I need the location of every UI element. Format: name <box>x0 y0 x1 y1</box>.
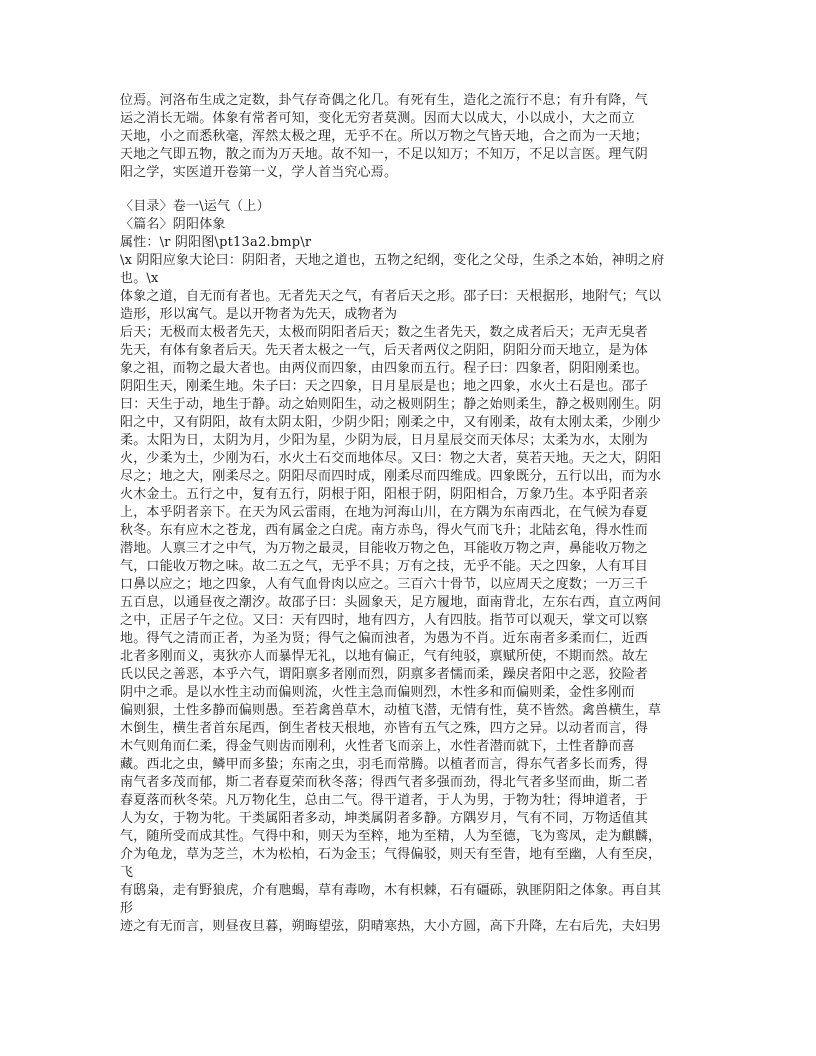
catalog-heading: 〈目录〉卷一\运气（上） <box>120 199 270 214</box>
text-line: 秋冬。东有应木之苍龙，西有属金之白虎。南方赤鸟，得火气而飞升；北陆玄龟，得水性而 <box>120 523 649 538</box>
text-line: 之中，正居子午之位。又曰：天有四时，地有四方，人有四肢。指节可以观天，掌文可以察 <box>120 613 649 628</box>
text-line: 天地之气即五物，散之而为万天地。故不知一，不足以知万；不知万，不足以言医。理气阴 <box>120 147 649 162</box>
text-line: 后天；无极而太极者先天，太极而阴阳者后天；数之生者先天，数之成者后天；无声无臭者 <box>120 325 649 340</box>
text-line: 南气者多茂而郁，斯二者春夏荣而秋冬落；得西气者多强而劲，得北气者多坚而曲，斯二者 <box>120 775 649 790</box>
text-line: 阳之中，又有阴阳，故有太阴太阳，少阴少阳；刚柔之中，又有刚柔，故有太刚太柔，少刚少 <box>120 415 662 430</box>
text-line: \x 阴阳应象大论曰：阴阳者，天地之道也，五物之纪纲，变化之父母，生杀之本始，神明之府 <box>120 253 665 268</box>
text-line: 春夏落而秋冬荣。凡万物化生，总由二气。得干道者，于人为男，于物为牡；得坤道者，于 <box>120 793 649 808</box>
text-line: 北者多刚而义，夷狄亦人而暴悍无礼，以地有偏正，气有纯驳，禀赋所使，不期而然。故左 <box>120 649 649 664</box>
attribute-line: 属性：\r 阴阳图\pt13a2.bmp\r <box>120 235 312 250</box>
document-page <box>120 92 706 936</box>
text-line: 氏以民之善恶，本乎六气，谓阳禀多者刚而烈，阴禀多者懦而柔，躁戾者阳中之恶，狡险者 <box>120 667 649 682</box>
text-line: 上，本乎阴者亲下。在天为风云雷雨，在地为河海山川，在方隅为东南西北，在气候为春夏 <box>120 505 649 520</box>
text-line: 偏则狠，土性多静而偏则愚。至若禽兽草木，动植飞潜，无情有性，莫不皆然。禽兽横生，草 <box>120 703 662 718</box>
text-line: 气，口能收万物之味。故二五之气，无乎不具；万有之技，无乎不能。天之四象，人有耳目 <box>120 559 649 574</box>
text-line: 口鼻以应之；地之四象，人有气血骨肉以应之。三百六十骨节，以应周天之度数；一万三千 <box>120 577 649 592</box>
text-line: 柔。太阳为日，太阴为月，少阳为星，少阴为辰，日月星辰交而天体尽；太柔为水，太刚为 <box>120 433 649 448</box>
text-line: 飞 <box>120 865 134 880</box>
text-line: 先天，有体有象者后天。先天者太极之一气，后天者两仪之阴阳，阴阳分而天地立，是为体 <box>120 343 649 358</box>
text-line: 迹之有无而言，则昼夜旦暮，朔晦望弦，阴晴寒热，大小方圆，高下升降，左右后先，夫妇男 <box>120 919 662 934</box>
text-line: 阴中之乖。是以水性主动而偏则流，火性主急而偏则烈，木性多和而偏则柔，金性多刚而 <box>120 685 635 700</box>
text-line: 气，随所受而成其性。气得中和，则天为至粹，地为至精，人为至德，飞为鸾凤，走为麒麟， <box>120 829 662 844</box>
text-line: 天地，小之而悉秋毫，浑然太极之理，无乎不在。所以万物之气皆天地，合之而为一天地； <box>120 129 649 144</box>
text-line: 曰：天生于动，地生于静。动之始则阳生，动之极则阴生；静之始则柔生，静之极则刚生。阴 <box>120 397 662 412</box>
text-line: 有鸱枭，走有野狼虎，介有虺蝎，草有毒吻，木有枳棘，石有礓砾，孰匪阴阳之体象。再自其 <box>120 883 662 898</box>
text-line: 地。得气之清而正者，为圣为贤；得气之偏而浊者，为愚为不肖。近东南者多柔而仁，近西 <box>120 631 649 646</box>
text-line: 形 <box>120 901 134 916</box>
text-line: 潜地。人禀三才之中气，为万物之最灵，目能收万物之色，耳能收万物之声，鼻能收万物之 <box>120 541 649 556</box>
text-line: 位焉。河洛布生成之定数，卦气存奇偶之化几。有死有生，造化之流行不息；有升有降，气 <box>120 93 649 108</box>
text-line: 人为女，于物为牝。干类属阳者多动，坤类属阴者多静。方隅岁月，气有不同，万物适值其 <box>120 811 649 826</box>
text-line: 运之消长无端。体象有常者可知，变化无穷者莫测。因而大以成大，小以成小，大之而立 <box>120 111 635 126</box>
text-line: 也。\x <box>120 271 159 286</box>
text-line: 介为龟龙，草为芝兰，木为松柏，石为金玉；气得偏驳，则天有至眚，地有至幽，人有至戾， <box>120 847 662 862</box>
chapter-body <box>120 198 706 936</box>
text-line: 体象之道，自无而有者也。无者先天之气，有者后天之形。邵子曰：天根据形，地附气；气以 <box>120 289 662 304</box>
text-line: 藏。西北之虫，鳞甲而多蛰；东南之虫，羽毛而常腾。以植者而言，得东气者多长而秀，得 <box>120 757 649 772</box>
text-line: 木气则角而仁柔，得金气则齿而刚利，火性者飞而亲上，水性者潜而就下，土性者静而喜 <box>120 739 635 754</box>
text-line: 火木金土。五行之中，复有五行，阴根于阳，阳根于阴，阴阳相合，万象乃生。本乎阳者亲 <box>120 487 649 502</box>
text-line: 象之祖，而物之最大者也。由两仪而四象，由四象而五行。程子曰：四象者，阴阳刚柔也。 <box>120 361 649 376</box>
text-line: 木倒生，横生者首东尾西，倒生者枝天根地，亦皆有五气之殊，四方之异。以动者而言，得 <box>120 721 649 736</box>
intro-paragraph <box>120 92 706 182</box>
text-line: 五百息，以通昼夜之潮汐。故邵子曰：头圆象天，足方履地，面南背北，左东右西，直立两间 <box>120 595 662 610</box>
text-line: 阴阳生天，刚柔生地。朱子曰：天之四象，日月星辰是也；地之四象，水火土石是也。邵子 <box>120 379 649 394</box>
paragraph-gap <box>120 182 706 198</box>
text-line: 尽之；地之大，刚柔尽之。阴阳尽而四时成，刚柔尽而四维成。四象既分，五行以出，而为水 <box>120 469 662 484</box>
text-line: 阳之学，实医道开卷第一义，学人首当究心焉。 <box>120 165 398 180</box>
text-line: 火，少柔为土，少刚为石，水火土石交而地体尽。又曰：物之大者，莫若天地。天之大，阴阳 <box>120 451 662 466</box>
text-line: 造形，形以寓气。是以开物者为先天，成物者为 <box>120 307 398 322</box>
section-title: 〈篇名〉阴阳体象 <box>120 217 226 232</box>
